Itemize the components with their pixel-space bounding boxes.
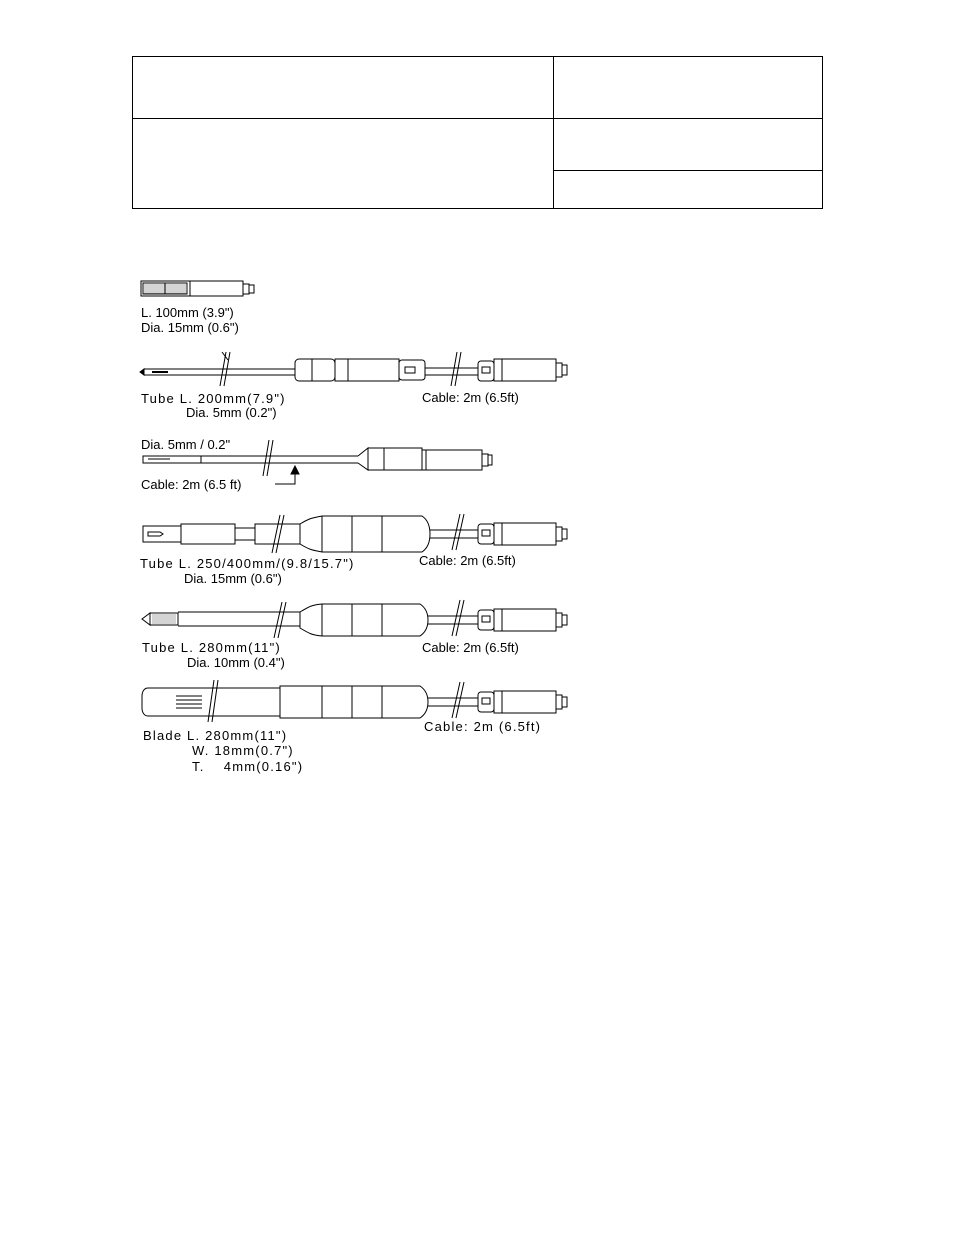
probe-drawings bbox=[130, 270, 590, 785]
probe-2-cable-label: Cable: 2m (6.5ft) bbox=[422, 390, 519, 405]
probe-4-diameter-label: Dia. 15mm (0.6") bbox=[184, 571, 282, 586]
table-subrow-divider bbox=[553, 170, 823, 171]
probe-5-cable-label: Cable: 2m (6.5ft) bbox=[422, 640, 519, 655]
probe-6-cable-label: Cable: 2m (6.5ft) bbox=[424, 719, 542, 734]
probe-figure bbox=[130, 270, 590, 785]
probe-3-cable-label: Cable: 2m (6.5 ft) bbox=[141, 477, 242, 492]
probe-1-length-label: L. 100mm (3.9") bbox=[141, 305, 234, 320]
table-row-divider bbox=[132, 118, 823, 119]
probe-4-drawing bbox=[143, 514, 567, 553]
probe-1-drawing bbox=[141, 281, 254, 296]
table-column-divider bbox=[553, 56, 554, 209]
probe-6-length-label: Blade L. 280mm(11") bbox=[143, 728, 288, 743]
table-border-bottom bbox=[132, 208, 823, 209]
probe-6-thickness-label: T. 4mm(0.16") bbox=[192, 759, 304, 774]
probe-5-diameter-label: Dia. 10mm (0.4") bbox=[187, 655, 285, 670]
probe-3-diameter-label: Dia. 5mm / 0.2" bbox=[141, 437, 231, 452]
probe-2-drawing bbox=[140, 352, 567, 386]
probe-2-diameter-label: Dia. 5mm (0.2") bbox=[186, 405, 277, 420]
probe-2-length-label: Tube L. 200mm(7.9") bbox=[141, 391, 286, 406]
table-border-right bbox=[822, 56, 823, 209]
probe-4-length-label: Tube L. 250/400mm/(9.8/15.7") bbox=[140, 556, 355, 571]
probe-6-drawing bbox=[142, 680, 567, 722]
probe-5-length-label: Tube L. 280mm(11") bbox=[142, 640, 281, 655]
probe-6-width-label: W. 18mm(0.7") bbox=[192, 743, 294, 758]
spec-table bbox=[132, 56, 823, 209]
probe-1-diameter-label: Dia. 15mm (0.6") bbox=[141, 320, 239, 335]
table-border-left bbox=[132, 56, 133, 209]
probe-5-drawing bbox=[142, 600, 567, 638]
table-border-top bbox=[132, 56, 823, 57]
probe-4-cable-label: Cable: 2m (6.5ft) bbox=[419, 553, 516, 568]
